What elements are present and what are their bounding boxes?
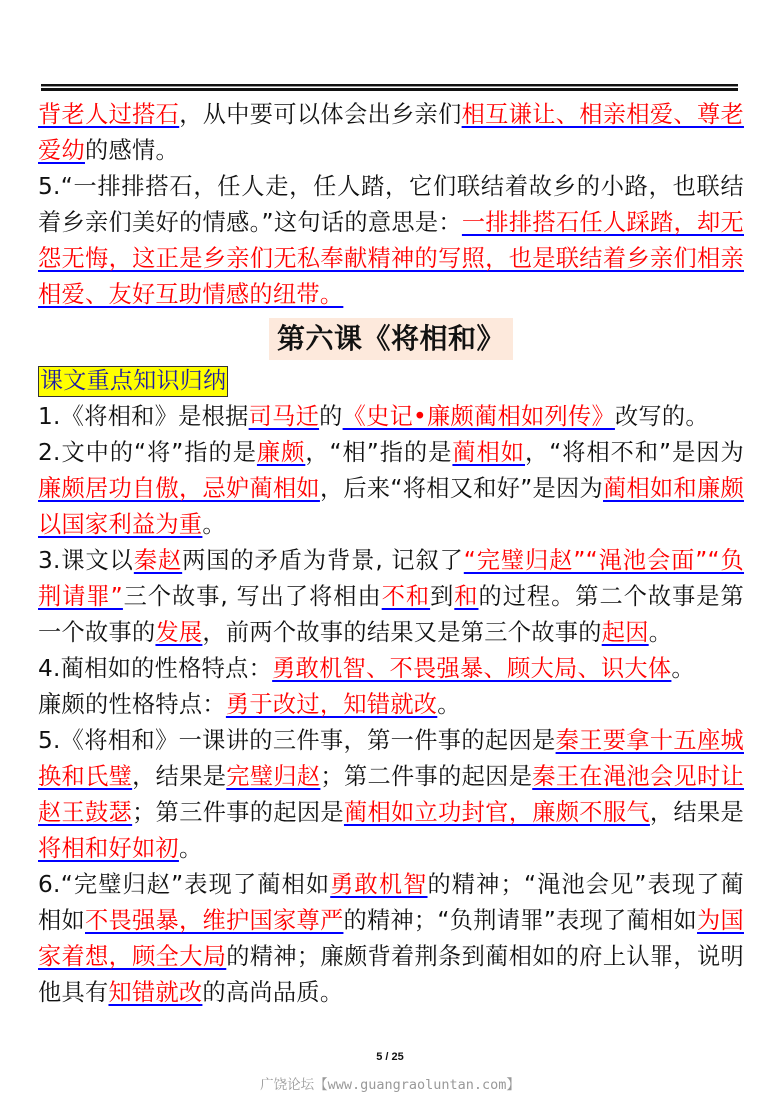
body-text: 的精神；“渑池会见”表现了蔺相如 xyxy=(38,871,745,934)
answer-highlight: 不和 xyxy=(381,583,431,610)
document-body xyxy=(38,97,744,1011)
knowledge-item-4b xyxy=(38,687,744,723)
answer-highlight: 秦赵 xyxy=(133,547,183,574)
answer-highlight: 一排排搭石任人踩踏，却无怨无悔，这正是乡亲们无私奉献精神的写照，也是联结着乡亲们相亲相爱、友好互助情感的纽带。 xyxy=(38,209,744,308)
answer-highlight: 秦王在渑池会见时让赵王鼓瑟 xyxy=(38,763,744,826)
answer-highlight: 勇于改过，知错就改 xyxy=(225,691,438,718)
body-text: 两国的矛盾为背景, 记叙了 xyxy=(182,547,464,574)
answer-highlight: 起因 xyxy=(601,619,649,646)
answer-highlight: 《史记•廉颇蔺相如列传》 xyxy=(342,403,615,430)
body-text: 的过程。第二个故事是第一个故事的 xyxy=(38,583,744,646)
body-text: 改写的。 xyxy=(614,403,709,430)
body-text: 。 xyxy=(648,619,673,646)
intro-paragraph-1 xyxy=(38,97,744,169)
answer-highlight: 不畏强暴，维护国家尊严 xyxy=(85,907,344,934)
section-tag: 课文重点知识归纳 xyxy=(38,366,228,397)
answer-highlight: 蔺相如立功封官，廉颇不服气 xyxy=(343,799,650,826)
body-text: 廉颇的性格特点： xyxy=(38,691,226,718)
body-text: 的精神；“负荆请罪”表现了蔺相如 xyxy=(343,907,698,934)
knowledge-item-6 xyxy=(38,867,744,1011)
answer-highlight: 蔺相如和廉颇以国家利益为重 xyxy=(38,475,744,538)
watermark-text: 广饶论坛【www.guangraoluntan.com】 xyxy=(260,1077,520,1093)
answer-highlight: “完璧归赵”“渑池会面”“负荆请罪” xyxy=(38,547,745,610)
body-text: ，“相”指的是 xyxy=(305,439,453,466)
body-text: ；第三件事的起因是 xyxy=(132,799,344,826)
lesson-title-wrap xyxy=(38,318,744,360)
body-text: ，从中要可以体会出乡亲们 xyxy=(179,101,462,128)
answer-highlight: 背老人过搭石 xyxy=(38,101,180,128)
body-text: ，前两个故事的结果又是第三个故事的 xyxy=(202,619,602,646)
knowledge-item-3 xyxy=(38,543,744,651)
body-text: 1.《将相和》是根据 xyxy=(38,403,249,430)
answer-highlight: 廉颇居功自傲，忌妒蔺相如 xyxy=(38,475,320,502)
body-text: ，结果是 xyxy=(132,763,227,790)
body-text: 三个故事, 写出了将相由 xyxy=(122,583,382,610)
body-text: 的高尚品质。 xyxy=(202,979,344,1006)
body-text: 。 xyxy=(178,835,203,862)
answer-highlight: 司马迁 xyxy=(248,403,320,430)
answer-highlight: 知错就改 xyxy=(108,979,203,1006)
body-text: 的感情。 xyxy=(84,137,179,164)
body-text: ，结果是 xyxy=(649,799,744,826)
answer-highlight: 为国家着想，顾全大局 xyxy=(38,907,744,970)
intro-paragraph-2 xyxy=(38,169,744,313)
knowledge-item-5 xyxy=(38,723,744,867)
body-text: 的精神；廉颇背着荆条到蔺相如的府上认罪，说明他具有 xyxy=(38,943,744,1006)
knowledge-item-2 xyxy=(38,435,744,543)
body-text: 6.“完璧归赵”表现了蔺相如 xyxy=(38,871,331,898)
body-text: 的 xyxy=(319,403,343,430)
answer-highlight: 发展 xyxy=(155,619,203,646)
answer-highlight: 廉颇 xyxy=(256,439,306,466)
body-text: 。 xyxy=(437,691,461,718)
body-text: 2.文中的“将”指的是 xyxy=(38,439,257,466)
section-tag-row xyxy=(38,363,744,399)
body-text: 3.课文以 xyxy=(38,547,134,574)
knowledge-item-4a xyxy=(38,651,744,687)
lesson-title: 第六课《将相和》 xyxy=(269,318,513,360)
body-text: 到 xyxy=(430,583,455,610)
body-text: 。 xyxy=(671,655,695,682)
answer-highlight: 相互谦让、相亲相爱、尊老爱幼 xyxy=(38,101,744,164)
page-indicator: 5 / 25 xyxy=(376,1051,404,1063)
body-text: 5.“一排排搭石，任人走，任人踏，它们联结着故乡的小路，也联结着乡亲们美好的情感。”这句话的意思是： xyxy=(38,173,744,236)
body-text: ；第二件事的起因是 xyxy=(320,763,533,790)
answer-highlight: 将相和好如初 xyxy=(38,835,179,862)
answer-highlight: 蔺相如 xyxy=(452,439,526,466)
answer-highlight: 勇敢机智 xyxy=(330,871,428,898)
knowledge-item-1 xyxy=(38,399,744,435)
body-text: ，“将相不和”是因为 xyxy=(525,439,744,466)
body-text: 4.蔺相如的性格特点： xyxy=(38,655,273,682)
answer-highlight: 和 xyxy=(454,583,479,610)
body-text: ，后来“将相又和好”是因为 xyxy=(319,475,604,502)
answer-highlight: 秦王要拿十五座城换和氏璧 xyxy=(38,727,744,790)
body-text: 5.《将相和》一课讲的三件事，第一件事的起因是 xyxy=(38,727,556,754)
answer-highlight: 完璧归赵 xyxy=(226,763,321,790)
body-text: 。 xyxy=(202,511,226,538)
top-double-rule xyxy=(41,84,738,91)
answer-highlight: 勇敢机智、不畏强暴、顾大局、识大体 xyxy=(272,655,672,682)
